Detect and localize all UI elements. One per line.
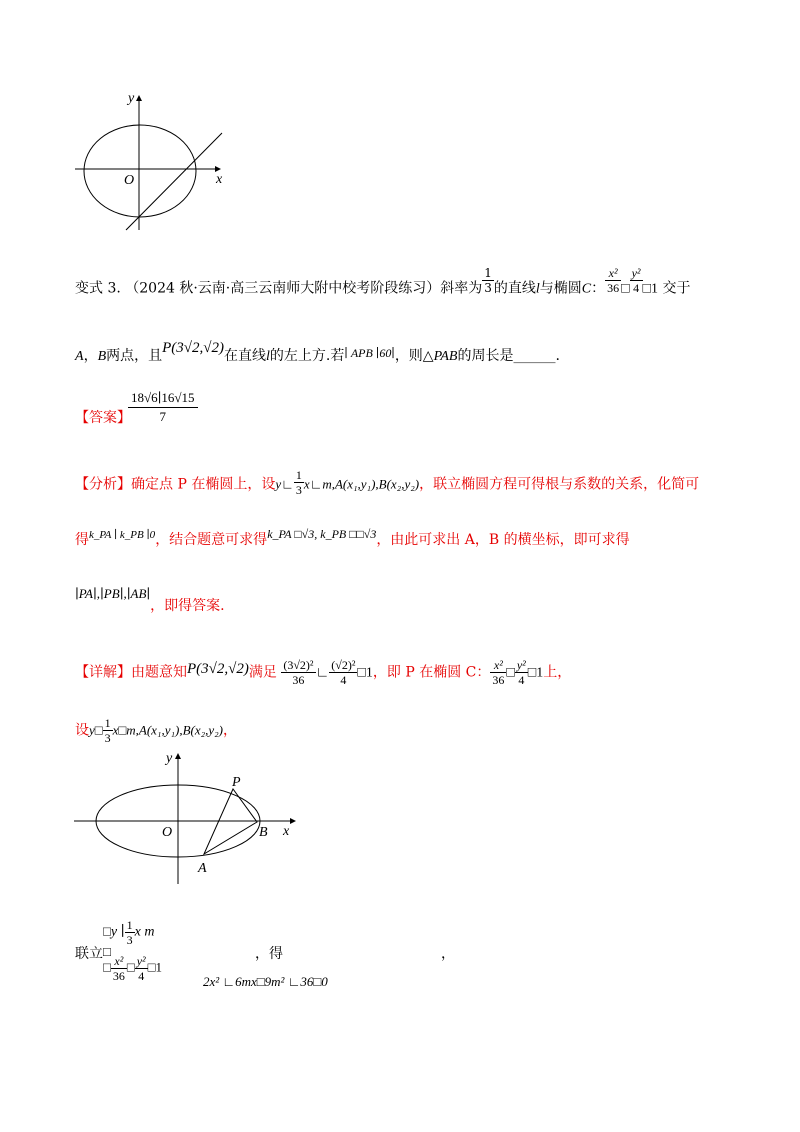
angle-expression: ∣ APB ∣60∣ [344,346,395,360]
detail-set-text: 设 [75,722,89,739]
system-row1-frac: $\frac{1}{3}$ [126,918,133,947]
analysis-kv-expr: k_PA □√3, k_PB □□√3 [267,527,377,541]
detail-text-4: 上， [543,664,572,681]
analysis-text-1: 确定点 P 在椭圆上，设 [131,476,276,493]
system-text-1: 联立 [75,946,103,962]
variant2-line-l: l [266,349,270,364]
variant-line-2 [75,340,560,367]
system-row2-frac-y: $\frac{\text{y²}}{4}$ [136,954,146,983]
system-result: 2x² ∟6mx□9m² ∟36□0 [203,974,328,989]
detail-frac-1: $\frac{\text{(3√2)²}}{36}$ [283,658,314,687]
point-a: A [75,349,84,364]
variant-line-1 [75,266,691,303]
line-name: l [535,281,540,297]
analysis-line-1 [75,470,699,499]
variant-text-1: 斜率为 [440,280,483,297]
answer-denominator: 7 [159,409,167,424]
detail-line-1 [75,658,571,687]
variant2-text-1: 两点，且 [106,348,163,364]
variant-prefix: 变式 3. [75,280,121,297]
system-block [75,918,455,998]
detail-ellipse-frac-x: $\frac{\text{x²}}{36}$ [492,658,505,687]
detail-ellipse-frac-y: $\frac{\text{y²}}{4}$ [516,658,526,687]
variant-source: （2024 秋·云南·高三云南师大附中校考阶段练习） [125,280,441,297]
analysis-kk-expr: k_PA ∣ k_PB ∣0 [89,529,156,541]
secant-line [126,133,222,230]
fig2-y-label: y [166,751,173,766]
variant2-text-5: 的周长是______. [457,348,560,364]
analysis-line-2 [75,527,630,551]
detail-text-2: 满足 [248,664,277,681]
detail-label: 【详解】 [75,664,131,681]
detail-frac-2: $\frac{\text{(√2)²}}{4}$ [331,658,356,687]
detail-line-2 [75,716,237,745]
detail-point-p: P(3√2,√2) [187,660,249,677]
ellipse-curve [84,125,196,217]
analysis-label: 【分析】 [75,476,131,493]
detail-text-1: 由题意知 [131,664,187,681]
ellipse-frac-x: $\frac{\text{x²}}{36}$ [607,266,620,295]
ellipse-plus: □ [621,281,630,297]
analysis-text-2: ，联立椭圆方程可得根与系数的关系，化简可 [419,476,700,493]
variant2-text-4: ，则△ [394,348,434,364]
system-brace-mid: □ [103,944,111,959]
analysis-l2-text-2: ，结合题意可求得 [155,532,268,548]
system-text-2: ，得 [255,946,283,962]
detail-set-b: x□m,A(x₁,y₁),B(x₂,y₂) [112,722,223,738]
analysis-set-b: x∟m,A(x₁,y₁),B(x₂,y₂) [303,476,420,492]
analysis-l3-expr: ∣PA∣,∣PB∣,∣AB∣ [75,586,151,601]
fig2-p-label: P [232,775,241,790]
analysis-l2-text-1: 得 [75,532,89,548]
fig1-x-label: x [216,172,223,187]
answer-numerator: 18√6∣16√15 [128,389,198,408]
detail-text-3: ，即 P 在椭圆 C： [372,664,491,681]
fig1-origin-label: O [124,173,135,188]
analysis-line-3 [75,586,225,616]
ellipse-frac-y: $\frac{\text{y²}}{4}$ [631,266,641,295]
triangle-name: PAB [433,349,458,364]
system-row2-frac-x: $\frac{\text{x²}}{36}$ [112,954,125,983]
ellipse-name: C [581,281,592,297]
fig2-x-label: x [283,824,290,839]
ellipse-eq: □1 [642,281,658,297]
variant-text-5: 交于 [662,280,691,297]
system-comma: ， [441,946,455,962]
detail-plus: ∟ [315,665,330,681]
figure-ellipse-triangle [70,748,310,888]
detail-set-frac: $\frac{1}{3}$ [104,716,111,745]
answer-label: 【答案】 [75,410,131,426]
system-row1: □y ∣ $\frac{1}{3}$ x m [103,918,155,947]
variant-text-3: 与椭圆 [539,280,582,297]
fig2-a-label: A [198,861,207,876]
analysis-l2-text-3: ，由此可求出 A，B 的横坐标，即可求得 [376,532,630,548]
slope-fraction: $\frac{1}{3}$ [484,266,492,295]
variant-text-4: ： [591,280,606,297]
analysis-l3-text: ，即得答案. [150,598,225,614]
detail-set-a: y□ [89,722,103,738]
detail-ellipse-plus: □ [506,665,515,681]
figure-ellipse-line [70,88,240,238]
point-b: B [97,349,107,364]
fig2-o-label: O [162,825,173,840]
variant2-text-2: 在直线 [224,348,266,364]
answer-fraction [128,389,198,426]
analysis-set-frac: $\frac{1}{3}$ [295,468,302,497]
detail-ellipse-eq: □1 [527,665,544,681]
variant2-text-3: 的左上方.若 [269,348,345,364]
sep: ， [83,348,98,364]
fig1-y-label: y [128,91,135,106]
analysis-set-a: y∟ [275,476,294,492]
detail-set-end: ， [223,722,237,739]
fig2-b-label: B [259,825,268,840]
detail-eq-1: □1 [357,665,373,681]
point-p-coords: P(3√2,√2) [162,340,224,356]
variant-text-2: 的直线 [493,280,536,297]
system-row2: □ $\frac{\text{x²}}{36}$ □ $\frac{\text{y²}}{4}$ □1 [103,954,163,983]
